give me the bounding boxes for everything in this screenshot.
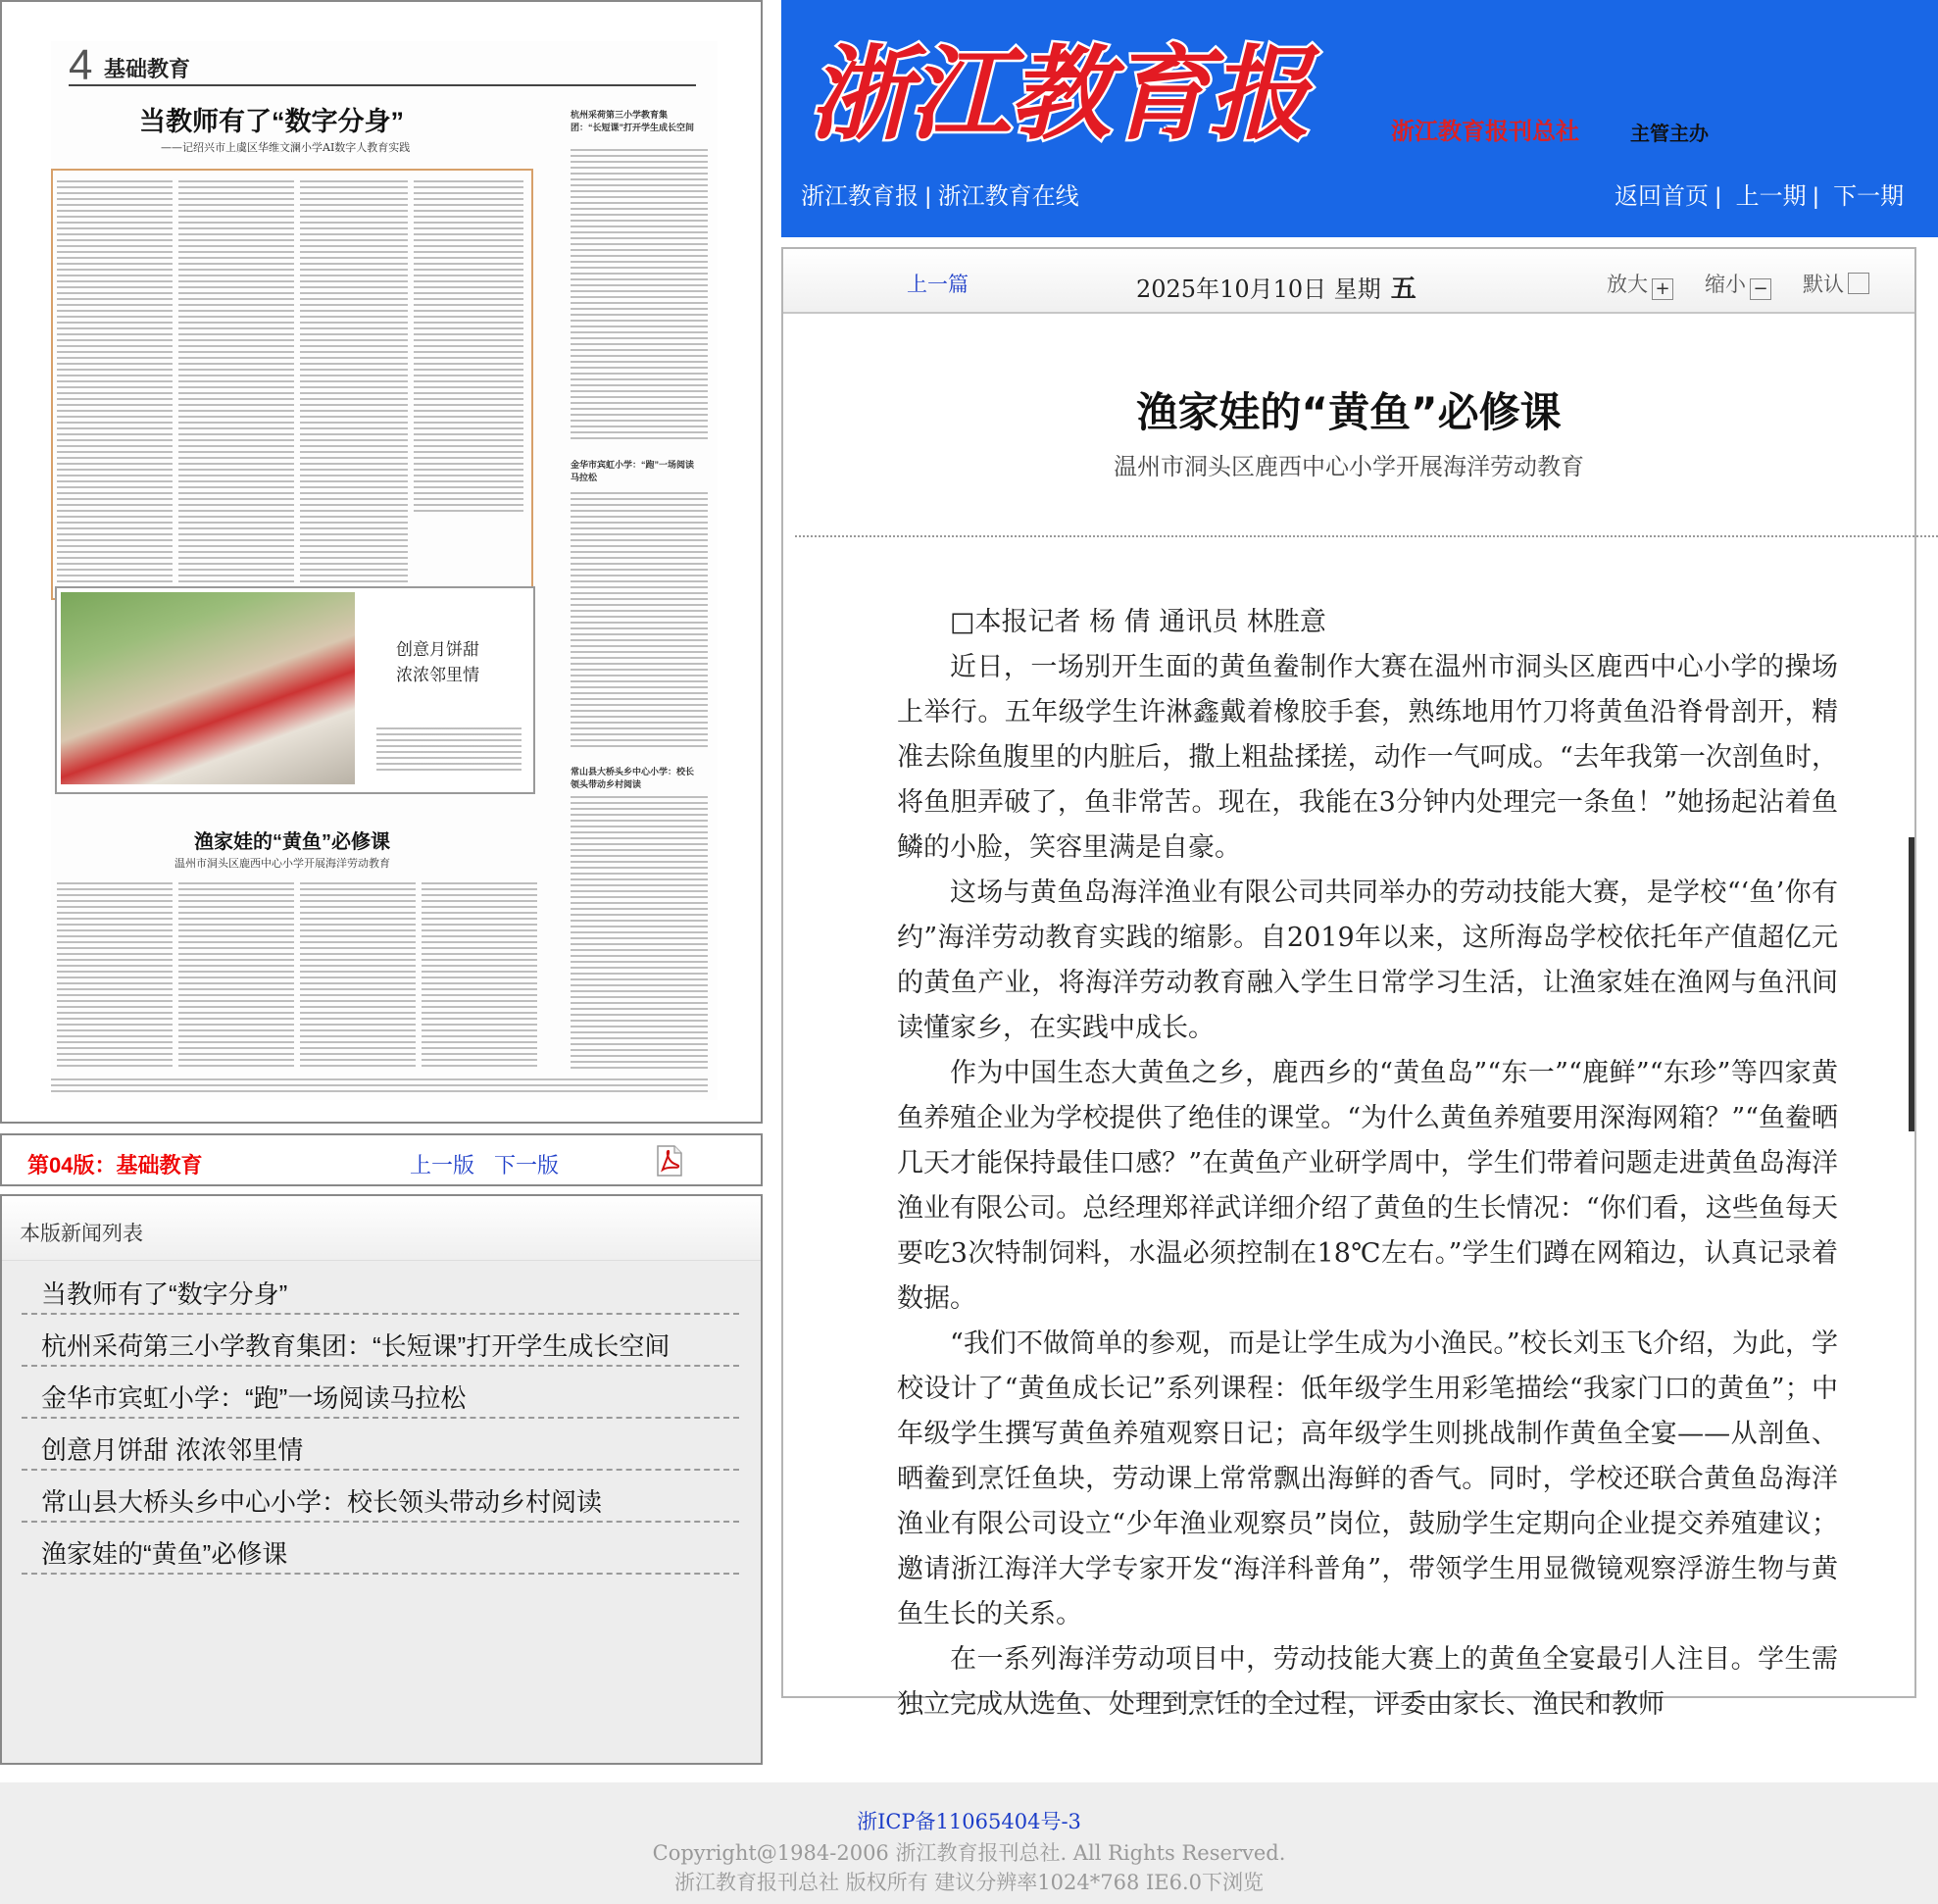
news-list bbox=[22, 1263, 739, 1575]
newspaper-headline-main[interactable]: 当教师有了“数字分身” bbox=[139, 107, 404, 136]
issue-date bbox=[1136, 269, 1416, 305]
side-story-text bbox=[571, 492, 708, 747]
newspaper-side-headline-1[interactable]: 杭州采荷第三小学教育集团：“长短课”打开学生成长空间 bbox=[571, 110, 695, 132]
pdf-icon[interactable] bbox=[655, 1145, 684, 1177]
article-toolbar bbox=[783, 249, 1914, 314]
newspaper-headline-bottom[interactable]: 渔家娃的“黄鱼”必修课 bbox=[194, 831, 390, 853]
bottom-story-text bbox=[178, 882, 294, 1069]
scrollbar-thumb[interactable] bbox=[1909, 837, 1914, 1131]
bottom-story-text bbox=[57, 882, 173, 1069]
bottom-story-text bbox=[300, 882, 416, 1069]
news-list-item[interactable]: 创意月饼甜 浓浓邻里情 bbox=[22, 1419, 739, 1471]
photo-story[interactable] bbox=[55, 586, 535, 794]
zoom-out-label: 缩小 bbox=[1705, 273, 1746, 296]
next-page-link[interactable]: 下一版 bbox=[494, 1153, 560, 1177]
newspaper-section: 基础教育 bbox=[104, 57, 191, 81]
minus-icon: − bbox=[1750, 278, 1771, 300]
home-link[interactable]: 返回首页 | bbox=[1615, 183, 1721, 210]
rights-text: 浙江教育报刊总社 版权所有 建议分辨率1024*768 IE6.0下浏览 bbox=[673, 1871, 1265, 1894]
copyright-text: Copyright@1984-2006 浙江教育报刊总社. All Rights Reserved. bbox=[652, 1841, 1286, 1865]
issue-weekday: 五 bbox=[1390, 275, 1416, 304]
newspaper-subhead-bottom: 温州市洞头区鹿西中心小学开展海洋劳动教育 bbox=[174, 857, 390, 870]
main-story-text bbox=[300, 180, 408, 582]
site-logo-text: 浙江教育报 bbox=[809, 33, 1310, 154]
students-photo bbox=[61, 592, 355, 784]
newspaper-page-image[interactable] bbox=[0, 0, 763, 1124]
reset-icon bbox=[1848, 273, 1869, 294]
newspaper-page-number: 4 bbox=[69, 41, 93, 89]
zoom-in-button[interactable] bbox=[1607, 269, 1673, 300]
link-zhejiang-education-daily[interactable]: 浙江教育报 bbox=[801, 183, 919, 210]
site-logo[interactable] bbox=[805, 20, 1334, 157]
news-list-item[interactable]: 常山县大桥头乡中心小学：校长领头带动乡村阅读 bbox=[22, 1471, 739, 1523]
article-byline: □本报记者 杨 倩 通讯员 林胜意 bbox=[950, 607, 1326, 637]
site-banner bbox=[781, 0, 1938, 237]
zoom-in-label: 放大 bbox=[1607, 273, 1648, 296]
article-paragraph: 作为中国生态大黄鱼之乡，鹿西乡的“黄鱼岛”“东一”“鹿鲜”“东珍”等四家黄鱼养殖企业为学校提供了绝佳的课堂。“为什么黄鱼养殖要用深海网箱？”“鱼鲞晒几天才能保持最佳口感？”在黄鱼产业研学周中，学生们带着问题走进黄鱼岛海洋渔业有限公司。总经理郑祥武详细介绍了黄鱼的生长情况：“你们看，这些鱼每天要吃3次特制饲料，水温必须控制在18℃左右。”学生们蹲在网箱边，认真记录着数据。 bbox=[897, 1058, 1838, 1314]
newspaper-side-headline-3[interactable]: 常山县大桥头乡中心小学：校长领头带动乡村阅读 bbox=[571, 767, 695, 789]
icp-link[interactable]: 浙ICP备11065404号-3 bbox=[857, 1810, 1081, 1833]
photo-caption-2: 浓浓邻里情 bbox=[396, 666, 479, 684]
divider bbox=[795, 535, 1938, 537]
article-body bbox=[897, 600, 1838, 1728]
main-story-text bbox=[57, 180, 173, 582]
news-list-title: 本版新闻列表 bbox=[20, 1222, 143, 1245]
newspaper-subhead-main: ——记绍兴市上虞区华维文澜小学AI数字人教育实践 bbox=[161, 141, 411, 154]
news-list-header bbox=[2, 1196, 761, 1261]
issue-date-text: 2025年10月10日 星期 bbox=[1136, 276, 1381, 303]
news-list-item[interactable]: 当教师有了“数字分身” bbox=[22, 1263, 739, 1315]
link-zhejiang-education-online[interactable]: 浙江教育在线 bbox=[937, 183, 1079, 210]
newspaper-side-headline-2[interactable]: 金华市宾虹小学：“跑”一场阅读马拉松 bbox=[571, 460, 695, 482]
bottom-story-text bbox=[422, 882, 537, 1069]
article-paragraph: 这场与黄鱼岛海洋渔业有限公司共同举办的劳动技能大赛，是学校“‘鱼’你有约”海洋劳动教育实践的缩影。自2019年以来，这所海岛学校依托年产值超亿元的黄鱼产业，将海洋劳动教育融入学生日常学习生活，让渔家娃在渔网与鱼汛间读懂家乡，在实践中成长。 bbox=[897, 877, 1838, 1043]
article-paragraph: 近日，一场别开生面的黄鱼鲞制作大赛在温州市洞头区鹿西中心小学的操场上举行。五年级学生许淋鑫戴着橡胶手套，熟练地用竹刀将黄鱼沿脊骨剖开，精准去除鱼腹里的内脏后，撒上粗盐揉搓，动作一气呵成。“去年我第一次剖鱼时，将鱼胆弄破了，鱼非常苦。现在，我能在3分钟内处理完一条鱼！”她扬起沾着鱼鳞的小脸，笑容里满是自豪。 bbox=[897, 652, 1838, 863]
article-title: 渔家娃的“黄鱼”必修课 bbox=[1136, 388, 1562, 436]
main-story-text bbox=[414, 180, 523, 514]
article-panel bbox=[781, 247, 1916, 1720]
issue-navigation bbox=[1615, 176, 1912, 211]
article-paragraph: “我们不做简单的参观，而是让学生成为小渔民。”校长刘玉飞介绍，为此，学校设计了“黄鱼成长记”系列课程：低年级学生用彩笔描绘“我家门口的黄鱼”；中年级学生撰写黄鱼养殖观察日记；高年级学生则挑战制作黄鱼全宴——从剖鱼、晒鲞到烹饪鱼块，劳动课上常常飘出海鲜的香气。同时，学校还联合黄鱼岛海洋渔业有限公司设立“少年渔业观察员”岗位，鼓励学生定期向企业提交养殖建议；邀请浙江海洋大学专家开发“海洋科普角”，带领学生用显微镜观察浮游生物与黄鱼生长的关系。 bbox=[897, 1328, 1838, 1629]
next-issue-link[interactable]: 下一期 bbox=[1833, 183, 1905, 210]
link-separator: | bbox=[924, 183, 931, 210]
news-list-item[interactable]: 渔家娃的“黄鱼”必修课 bbox=[22, 1523, 739, 1575]
news-list-item[interactable]: 杭州采荷第三小学教育集团：“长短课”打开学生成长空间 bbox=[22, 1315, 739, 1367]
side-story-text bbox=[571, 796, 708, 1071]
zoom-default-button[interactable] bbox=[1803, 269, 1869, 298]
page-label: 第04版：基础教育 bbox=[27, 1153, 203, 1177]
news-list-panel bbox=[0, 1194, 763, 1765]
plus-icon: + bbox=[1652, 278, 1673, 300]
article-subtitle: 温州市洞头区鹿西中心小学开展海洋劳动教育 bbox=[1114, 453, 1584, 480]
prev-article-link[interactable]: 上一篇 bbox=[907, 273, 969, 296]
main-story-text bbox=[178, 180, 294, 582]
prev-page-link[interactable]: 上一版 bbox=[410, 1153, 475, 1177]
prev-issue-link[interactable]: 上一期 | bbox=[1735, 183, 1819, 210]
publisher-name: 浙江教育报刊总社 bbox=[1391, 117, 1579, 145]
zoom-default-label: 默认 bbox=[1803, 273, 1844, 296]
photo-story-text bbox=[376, 727, 522, 775]
site-links bbox=[801, 176, 1079, 211]
newspaper-page[interactable] bbox=[51, 41, 718, 1100]
newspaper-footer-strip bbox=[51, 1078, 708, 1092]
newspaper-page-header bbox=[69, 41, 696, 89]
news-list-item[interactable]: 金华市宾虹小学：“跑”一场阅读马拉松 bbox=[22, 1367, 739, 1419]
page-navigation-bar bbox=[0, 1133, 763, 1186]
publisher-role: 主管主办 bbox=[1630, 122, 1709, 145]
zoom-out-button[interactable] bbox=[1705, 269, 1771, 300]
photo-caption-1: 创意月饼甜 bbox=[396, 640, 479, 659]
left-column bbox=[0, 0, 763, 1765]
side-story-text bbox=[571, 149, 708, 443]
article-paragraph: 在一系列海洋劳动项目中，劳动技能大赛上的黄鱼全宴最引人注目。学生需独立完成从选鱼、处理到烹饪的全过程，评委由家长、渔民和教师 bbox=[897, 1644, 1838, 1720]
page-footer bbox=[0, 1782, 1938, 1904]
